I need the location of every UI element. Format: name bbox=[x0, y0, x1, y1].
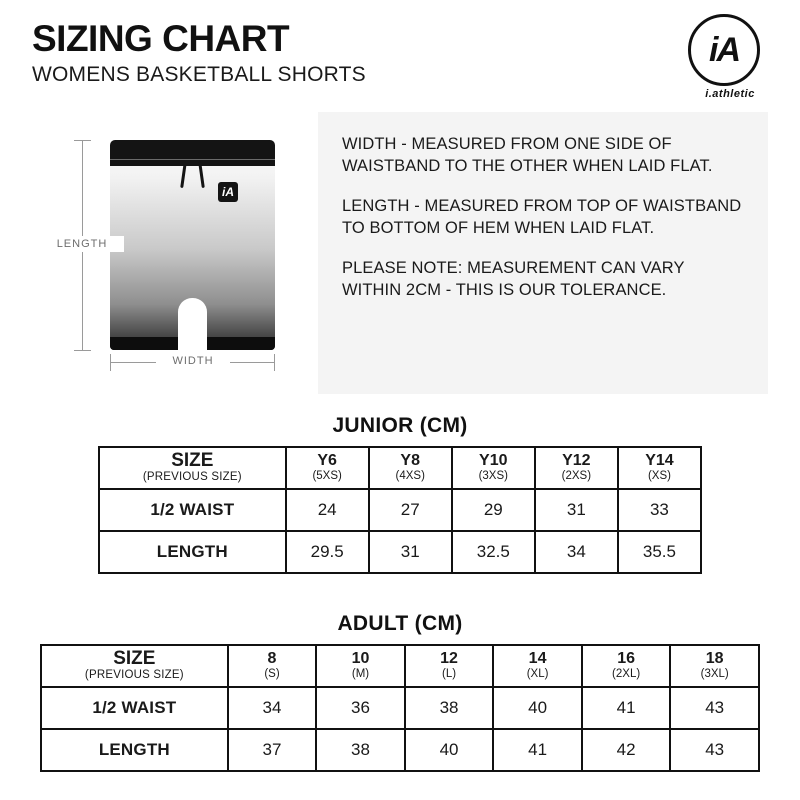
junior-col-header bbox=[452, 447, 535, 489]
junior-col-header bbox=[618, 447, 701, 489]
logo-wordmark: i.athletic bbox=[705, 88, 755, 100]
junior-cell: 31 bbox=[369, 531, 452, 573]
adult-cell: 41 bbox=[493, 729, 582, 771]
page-subtitle: WOMENS BASKETBALL SHORTS bbox=[32, 63, 366, 86]
adult-table-caption: ADULT (CM) bbox=[337, 612, 463, 635]
adult-cell: 43 bbox=[670, 687, 759, 729]
adult-col-previous: (L) bbox=[442, 668, 457, 681]
junior-cell: 27 bbox=[369, 489, 452, 531]
page-title: SIZING CHART bbox=[32, 18, 290, 59]
junior-cell: 24 bbox=[286, 489, 369, 531]
adult-cell: 41 bbox=[582, 687, 671, 729]
page-header bbox=[32, 20, 672, 86]
table-row bbox=[99, 447, 701, 489]
junior-size-sublabel: (PREVIOUS SIZE) bbox=[142, 471, 242, 484]
junior-cell: 31 bbox=[535, 489, 618, 531]
waistband-stitch-line bbox=[110, 159, 275, 160]
adult-col-size: 16 bbox=[617, 649, 635, 667]
adult-col-header bbox=[228, 645, 317, 687]
adult-col-previous: (M) bbox=[351, 668, 370, 681]
length-measure-cap-bottom bbox=[74, 350, 91, 351]
adult-col-size: 8 bbox=[267, 649, 277, 667]
adult-cell: 40 bbox=[405, 729, 494, 771]
junior-col-size: Y10 bbox=[479, 451, 508, 469]
logo-monogram: iA bbox=[709, 31, 739, 69]
width-measure-cap-left bbox=[110, 354, 111, 371]
adult-cell: 38 bbox=[316, 729, 405, 771]
adult-col-size: 10 bbox=[351, 649, 370, 667]
adult-col-size: 18 bbox=[705, 649, 724, 667]
brand-logo bbox=[684, 14, 776, 106]
adult-size-sublabel: (PREVIOUS SIZE) bbox=[84, 669, 184, 682]
junior-size-header-cell bbox=[99, 447, 286, 489]
adult-cell: 34 bbox=[228, 687, 317, 729]
junior-col-previous: (5XS) bbox=[312, 470, 342, 483]
junior-table-caption: JUNIOR (CM) bbox=[332, 414, 468, 437]
adult-col-previous: (S) bbox=[264, 668, 280, 681]
adult-size-table bbox=[40, 644, 760, 772]
length-measure-label: LENGTH bbox=[40, 236, 124, 252]
adult-col-size: 14 bbox=[528, 649, 547, 667]
adult-cell: 36 bbox=[316, 687, 405, 729]
adult-col-size: 12 bbox=[440, 649, 458, 667]
junior-col-size: Y6 bbox=[317, 451, 337, 469]
logo-circle-icon bbox=[688, 14, 760, 86]
adult-col-previous: (3XL) bbox=[700, 668, 729, 681]
junior-cell: 35.5 bbox=[618, 531, 701, 573]
adult-cell: 43 bbox=[670, 729, 759, 771]
table-row bbox=[41, 645, 759, 687]
junior-size-label: SIZE bbox=[171, 450, 214, 472]
instruction-tolerance: PLEASE NOTE: MEASUREMENT CAN VARY WITHIN 2CM - THIS IS OUR TOLERANCE. bbox=[342, 258, 685, 299]
junior-col-previous: (XS) bbox=[647, 470, 671, 483]
adult-col-header bbox=[493, 645, 582, 687]
adult-size-header-cell bbox=[41, 645, 228, 687]
junior-cell: 29 bbox=[452, 489, 535, 531]
adult-col-previous: (2XL) bbox=[612, 668, 641, 681]
junior-row-label: 1/2 WAIST bbox=[99, 489, 286, 531]
junior-col-previous: (4XS) bbox=[395, 470, 425, 483]
junior-col-size: Y12 bbox=[562, 451, 591, 469]
adult-cell: 37 bbox=[228, 729, 317, 771]
adult-size-table-block bbox=[40, 612, 760, 772]
junior-cell: 33 bbox=[618, 489, 701, 531]
adult-col-header bbox=[670, 645, 759, 687]
junior-cell: 32.5 bbox=[452, 531, 535, 573]
junior-col-size: Y14 bbox=[645, 451, 674, 469]
junior-col-header bbox=[369, 447, 452, 489]
table-row bbox=[41, 729, 759, 771]
adult-col-previous: (XL) bbox=[526, 668, 549, 681]
junior-col-previous: (3XS) bbox=[478, 470, 508, 483]
adult-col-header bbox=[316, 645, 405, 687]
shorts-hem-left bbox=[110, 337, 178, 350]
table-row bbox=[99, 489, 701, 531]
length-measure-cap-top bbox=[74, 140, 91, 141]
instruction-length: LENGTH - MEASURED FROM TOP OF WAISTBAND TO BOTTOM OF HEM WHEN LAID FLAT. bbox=[342, 196, 742, 237]
shorts-hem-right bbox=[207, 337, 275, 350]
junior-col-size: Y8 bbox=[400, 451, 420, 469]
adult-cell: 42 bbox=[582, 729, 671, 771]
width-measure-label: WIDTH bbox=[156, 355, 230, 367]
instruction-width: WIDTH - MEASURED FROM ONE SIDE OF WAISTBAND TO THE OTHER WHEN LAID FLAT. bbox=[342, 135, 713, 175]
shorts-inseam-notch bbox=[178, 298, 207, 350]
adult-row-label: LENGTH bbox=[41, 729, 228, 771]
product-diagram bbox=[40, 112, 310, 394]
shorts-illustration bbox=[110, 140, 275, 350]
junior-size-table-block bbox=[98, 414, 702, 574]
table-row bbox=[99, 531, 701, 573]
adult-col-header bbox=[582, 645, 671, 687]
junior-cell: 34 bbox=[535, 531, 618, 573]
adult-cell: 40 bbox=[493, 687, 582, 729]
adult-cell: 38 bbox=[405, 687, 494, 729]
junior-col-header bbox=[535, 447, 618, 489]
shorts-waistband bbox=[110, 140, 275, 166]
adult-size-label: SIZE bbox=[113, 648, 156, 670]
width-measure-cap-right bbox=[274, 354, 275, 371]
junior-cell: 29.5 bbox=[286, 531, 369, 573]
table-row bbox=[41, 687, 759, 729]
adult-col-header bbox=[405, 645, 494, 687]
junior-row-label: LENGTH bbox=[99, 531, 286, 573]
junior-size-table bbox=[98, 446, 702, 574]
measurement-instructions-panel bbox=[318, 112, 768, 394]
junior-col-previous: (2XS) bbox=[561, 470, 592, 483]
adult-row-label: 1/2 WAIST bbox=[41, 687, 228, 729]
junior-col-header bbox=[286, 447, 369, 489]
shorts-logo-icon: iA bbox=[218, 182, 238, 202]
